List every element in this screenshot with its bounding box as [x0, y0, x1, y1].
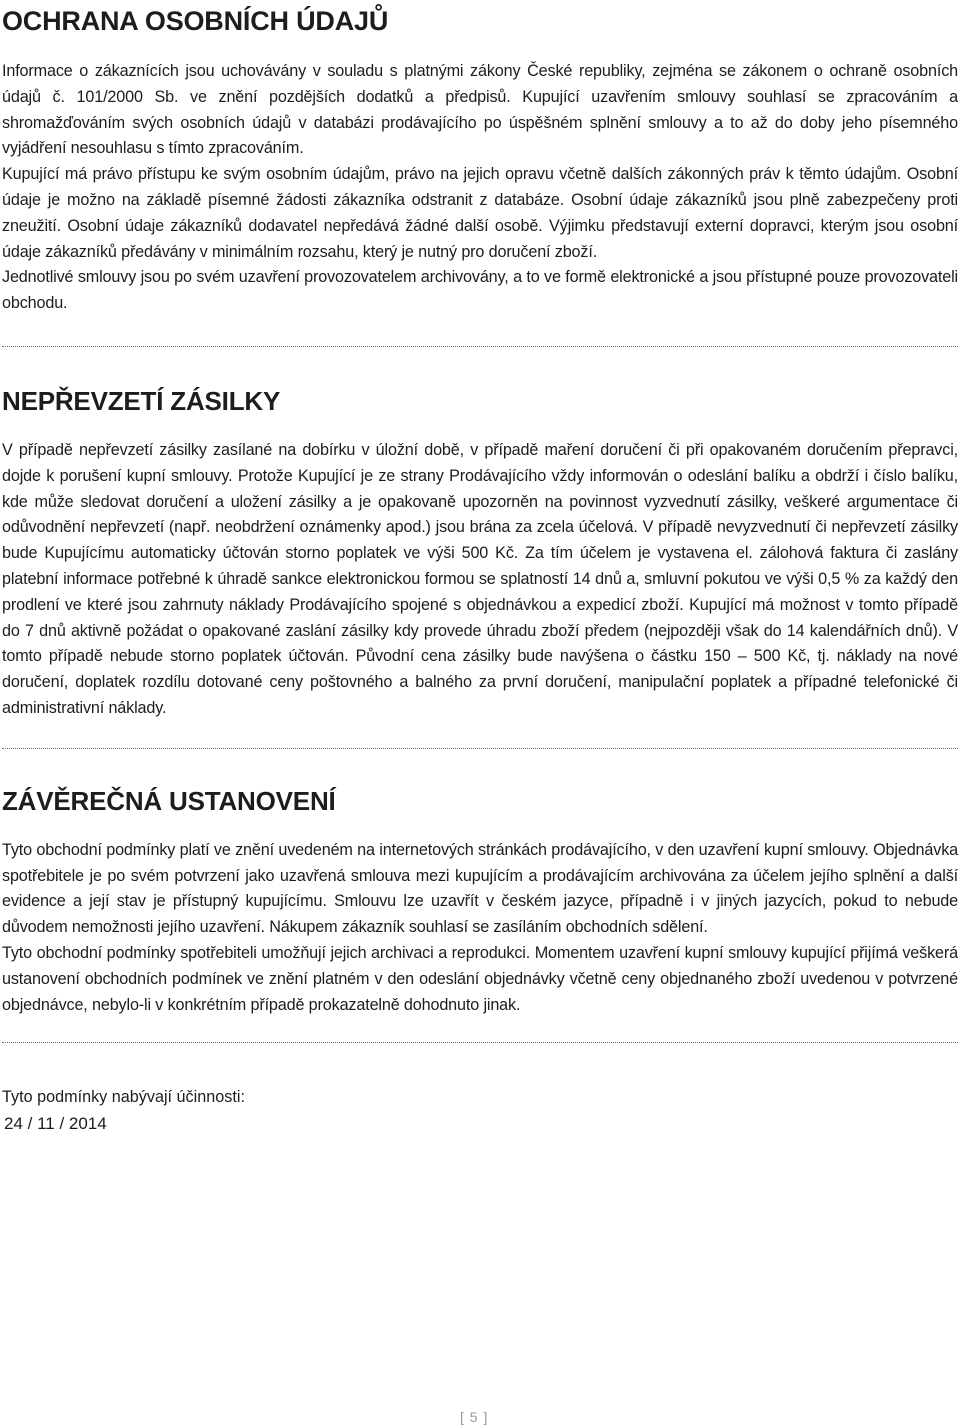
- effective-date: 24 / 11 / 2014: [4, 1114, 107, 1134]
- paragraph: V případě nepřevzetí zásilky zasílané na dobírku v úložní době, v případě maření doručení či při opakovaném doručením přepravci, dojde k porušení kupní smlouvy. Protože Kupující je ze strany Prodávajícího vždy informován o odeslání balíku a obdrží i číslo balíku, kde může sledovat doručení a uložení zásilky a je opakovaně upozorněn na povinnost vyzvednutí zásilky, veškeré argumentace či odůvodnění nepřevzetí (např. neobdržení oznámenky apod.) jsou brána za zcela účelová. V případě nevyzvednutí či nepřevzetí zásilky bude Kupujícímu automaticky účtován storno poplatek ve výši 500 Kč. Za tím účelem je vystavena el. zálohová faktura či zaslány platební informace potřebné k úhradě sankce elektronickou formou se splatností 14 dnů a, smluvní pokutou ve výši 0,5 % za každý den prodlení ve které jsou zahrnuty náklady Prodávajícího spojené s objednávkou a expedicí zboží. Kupující má možnost v tomto případě do 7 dnů aktivně požádat o opakované zaslání zásilky kdy provede úhradu zboží předem (nejpozději však do 14 kalendářních dnů). V tomto případě nebude storno poplatek účtován. Původní cena zásilky bude navýšena o částku 150 – 500 Kč, tj. náklady na nové doručení, doplatek rozdílu dotované ceny poštovného a balného za první doručení, manipulační poplatek a případné telefonické či administrativní náklady.: [2, 440, 958, 717]
- section-body-non-collection: [2, 438, 958, 722]
- dotted-divider: [2, 746, 958, 749]
- section-body-final-provisions: [2, 838, 958, 1019]
- page-number: [ 5 ]: [460, 1409, 489, 1425]
- dotted-divider: [2, 344, 958, 347]
- section-title-privacy: OCHRANA OSOBNÍCH ÚDAJŮ: [2, 6, 389, 36]
- section-title-final-provisions: ZÁVĚREČNÁ USTANOVENÍ: [2, 785, 336, 816]
- paragraph: Kupující má právo přístupu ke svým osobním údajům, právo na jejich opravu včetně dalších zákonných práv k těmto údajům. Osobní údaje je možno na základě písemné žádosti zákazníka odstranit z databáze. Osobní údaje zákazníků jsou plně zabezpečeny proti zneužití. Osobní údaje zákazníků dodavatel nepředává žádné další osobě. Výjimku představují externí dopravci, kterým jsou osobní údaje zákazníků předávány v minimálním rozsahu, který je nutný pro doručení zboží.: [2, 165, 958, 261]
- dotted-divider: [2, 1040, 958, 1043]
- section-body-privacy: [2, 59, 958, 317]
- paragraph: Tyto obchodní podmínky spotřebiteli umožňují jejich archivaci a reprodukci. Momentem uzavření kupní smlouvy kupující přijímá veškerá ustanovení obchodních podmínek ve znění platném v den odeslání objednávky včetně ceny objednaného zboží uvedenou v potvrzené objednávce, nebylo-li v konkrétním případě prokazatelně dohodnuto jinak.: [2, 943, 958, 1014]
- paragraph: Tyto obchodní podmínky platí ve znění uvedeném na internetových stránkách prodávajícího, v den uzavření kupní smlouvy. Objednávka spotřebitele je po svém potvrzení jako uzavřená smlouva mezi kupujícím a prodávajícím archivována za účelem jejího splnění a další evidence a její stav je přístupný kupujícímu. Smlouvu lze uzavřít v českém jazyce, případně i v jiných jazycích, pokud to nebude důvodem nemožnosti jejího uzavření. Nákupem zákazník souhlasí se zasíláním obchodních sdělení.: [2, 840, 958, 937]
- paragraph: Jednotlivé smlouvy jsou po svém uzavření provozovatelem archivovány, a to ve formě elektronické a jsou přístupné pouze provozovateli obchodu.: [2, 268, 958, 313]
- effective-label: Tyto podmínky nabývají účinnosti:: [2, 1088, 245, 1107]
- paragraph: Informace o zákaznících jsou uchovávány v souladu s platnými zákony České republiky, zejména se zákonem o ochraně osobních údajů č. 101/2000 Sb. ve znění pozdějších dodatků a předpisů. Kupující uzavřením smlouvy souhlasí se zpracováním a shromažďováním svých osobních údajů v databázi prodávajícího po úspěšném splnění smlouvy a to až do doby jeho písemného vyjádření nesouhlasu s tímto zpracováním.: [2, 62, 958, 158]
- section-title-non-collection: NEPŘEVZETÍ ZÁSILKY: [2, 385, 281, 416]
